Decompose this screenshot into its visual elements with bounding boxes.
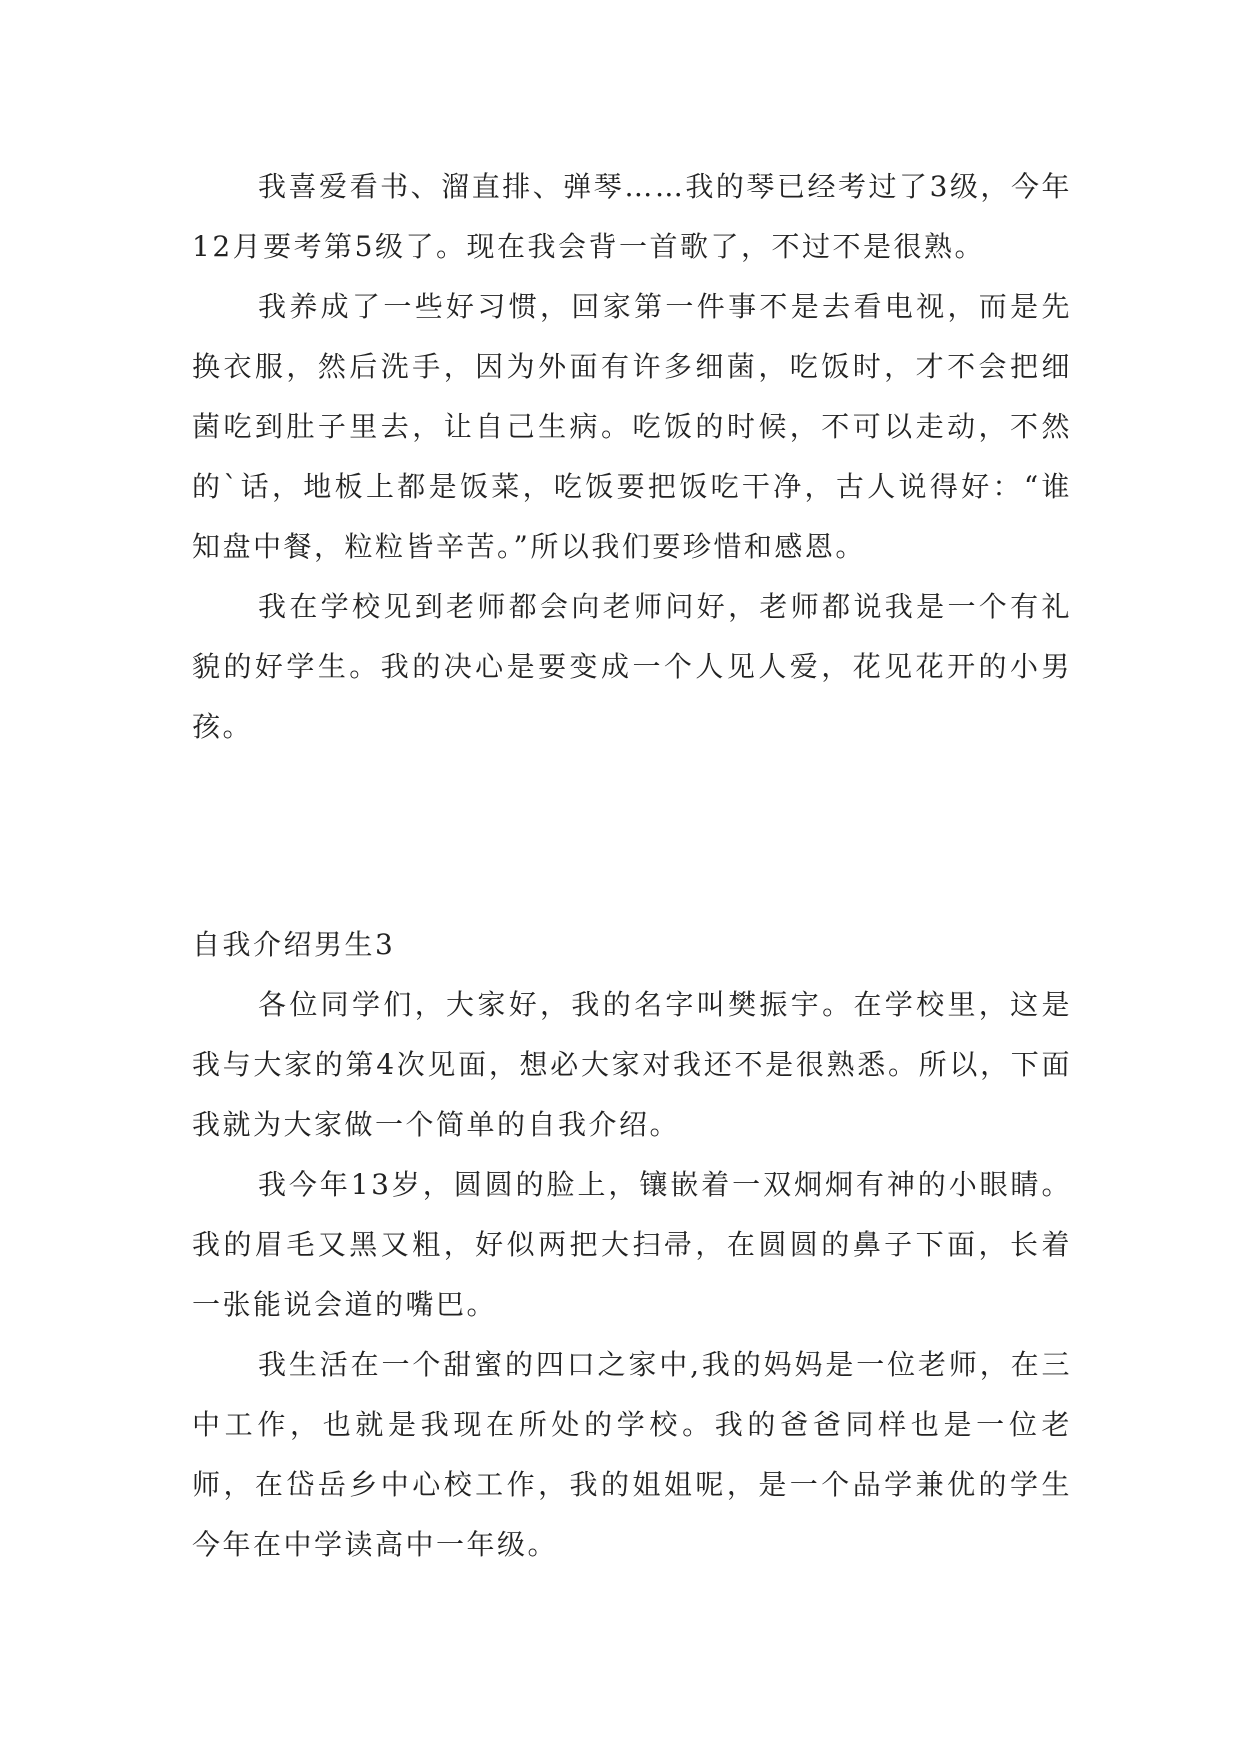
section-heading: 自我介绍男生3 xyxy=(192,928,396,961)
paragraph-manners: 我在学校见到老师都会向老师问好，老师都说我是一个有礼貌的好学生。我的决心是要变成一个人见人爱，花见花开的小男孩。 xyxy=(192,590,1072,743)
paragraph-greeting: 各位同学们，大家好，我的名字叫樊振宇。在学校里，这是我与大家的第4次见面，想必大家对我还不是很熟悉。所以，下面我就为大家做一个简单的自我介绍。 xyxy=(192,988,1072,1141)
paragraph-appearance: 我今年13岁，圆圆的脸上，镶嵌着一双炯炯有神的小眼睛。我的眉毛又黑又粗，好似两把大扫帚，在圆圆的鼻子下面，长着一张能说会道的嘴巴。 xyxy=(192,1168,1072,1321)
paragraph-hobbies: 我喜爱看书、溜直排、弹琴……我的琴已经考过了3级，今年12月要考第5级了。现在我会背一首歌了，不过不是很熟。 xyxy=(192,170,1072,263)
section-2-body xyxy=(192,915,1072,1575)
paragraph-habits: 我养成了一些好习惯，回家第一件事不是去看电视，而是先换衣服，然后洗手，因为外面有许多细菌，吃饭时，才不会把细菌吃到肚子里去，让自己生病。吃饭的时候，不可以走动，不然的`话，地板上都是饭菜，吃饭要把饭吃干净，古人说得好：“谁知盘中餐，粒粒皆辛苦。”所以我们要珍惜和感恩。 xyxy=(192,290,1072,563)
paragraph-family: 我生活在一个甜蜜的四口之家中,我的妈妈是一位老师，在三中工作，也就是我现在所处的学校。我的爸爸同样也是一位老师，在岱岳乡中心校工作，我的姐姐呢，是一个品学兼优的学生今年在中学读高中一年级。 xyxy=(192,1348,1072,1561)
section-1-body xyxy=(192,157,1072,757)
